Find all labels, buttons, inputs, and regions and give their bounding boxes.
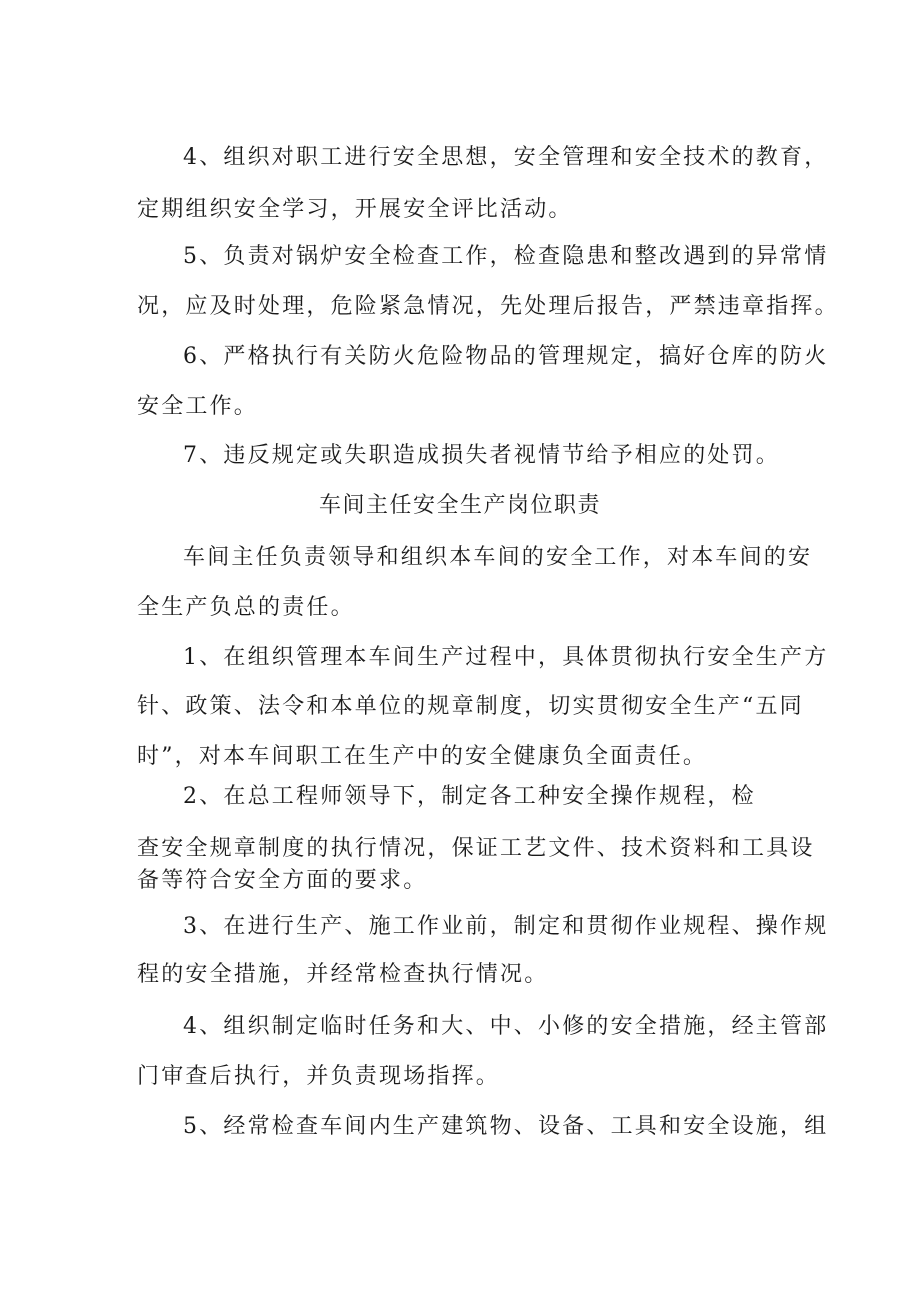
text-line: 2、在总工程师领导下，制定各工种安全操作规程，检 — [183, 784, 756, 809]
text-line: 7、违反规定或失职造成损失者视情节给予相应的处罚。 — [183, 443, 780, 468]
text-line: 针、政策、法令和本单位的规章制度，切实贯彻安全生产“五同 — [137, 694, 804, 719]
text-line: 5、经常检查车间内生产建筑物、设备、工具和安全设施，组 — [183, 1114, 829, 1139]
text-line: 况，应及时处理，危险紧急情况，先处理后报告，严禁违章指挥。 — [137, 294, 839, 319]
text-line: 安全工作。 — [137, 394, 259, 419]
text-line: 程的安全措施，并经常检查执行情况。 — [137, 962, 549, 987]
text-line: 查安全规章制度的执行情况，保证工艺文件、技术资料和工具设 — [137, 836, 815, 861]
text-line: 车间主任负责领导和组织本车间的安全工作，对本车间的安 — [183, 545, 813, 570]
text-line: 时”，对本车间职工在生产中的安全健康负全面责任。 — [137, 744, 708, 769]
text-line: 6、严格执行有关防火危险物品的管理规定，搞好仓库的防火 — [183, 344, 829, 369]
text-line: 全生产负总的责任。 — [137, 595, 355, 620]
text-line: 3、在进行生产、施工作业前，制定和贯彻作业规程、操作规 — [183, 914, 829, 939]
text-line: 1、在组织管理本车间生产过程中，具体贯彻执行安全生产方 — [183, 645, 829, 670]
text-line: 5、负责对锅炉安全检查工作，检查隐患和整改遇到的异常情 — [183, 244, 829, 269]
text-line: 4、组织制定临时任务和大、中、小修的安全措施，经主管部 — [183, 1014, 829, 1039]
text-line: 定期组织安全学习，开展安全评比活动。 — [137, 197, 573, 222]
text-line: 备等符合安全方面的要求。 — [137, 868, 428, 893]
section-heading: 车间主任安全生产岗位职责 — [318, 493, 601, 518]
text-line: 门审查后执行，并负责现场指挥。 — [137, 1064, 501, 1089]
text-line: 4、组织对职工进行安全思想，安全管理和安全技术的教育， — [183, 145, 829, 170]
